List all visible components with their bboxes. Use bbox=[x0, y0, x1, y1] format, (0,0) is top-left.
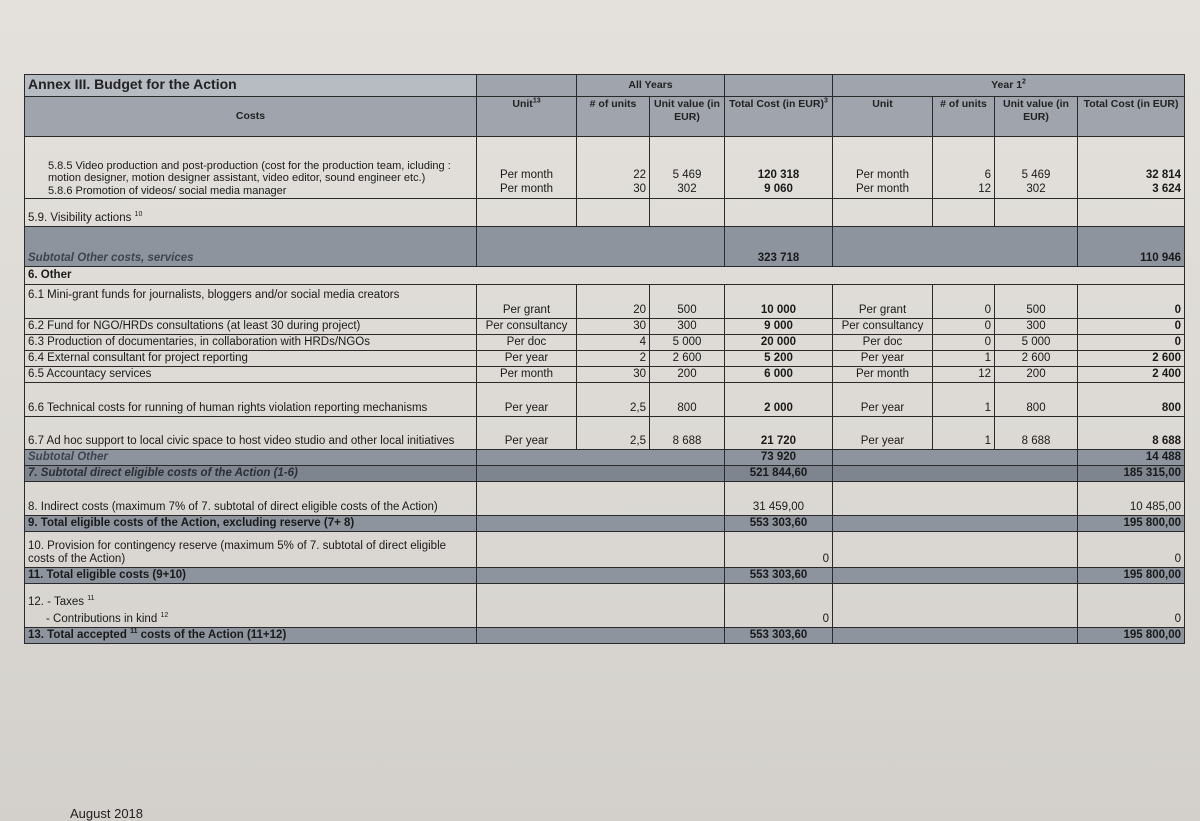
total-cost-header: Total Cost (in EUR)$^3$ bbox=[729, 97, 828, 110]
subtotal-services-total-y1: 110 946 bbox=[1140, 252, 1182, 264]
table-row bbox=[25, 335, 1185, 351]
video-unit-2: Per month bbox=[499, 183, 554, 195]
row-value: 800 bbox=[677, 402, 697, 414]
total-eligible-label: 11. Total eligible costs (9+10) bbox=[28, 569, 186, 581]
row-num: 30 bbox=[633, 320, 646, 332]
subtotal-services-row bbox=[25, 227, 1185, 267]
subtotal-direct-row bbox=[25, 466, 1185, 482]
row-value: 8 688 bbox=[672, 435, 702, 447]
row-total-y1: 800 bbox=[1161, 402, 1182, 414]
taxes-label: 12. - Taxes $^{11}$ bbox=[28, 595, 95, 608]
table-row bbox=[25, 417, 1185, 450]
row-value: 5 000 bbox=[672, 336, 702, 348]
costs-header: Costs bbox=[235, 110, 266, 122]
unit-y1-header: Unit bbox=[872, 98, 893, 110]
subtotal-services-total: 323 718 bbox=[757, 252, 800, 264]
row-num: 2 bbox=[639, 352, 646, 364]
subtotal-other-row bbox=[25, 450, 1185, 466]
row-unit: Per year bbox=[504, 402, 549, 414]
visibility-label: 5.9. Visibility actions $^{10}$ bbox=[28, 211, 143, 224]
row-value: 300 bbox=[677, 320, 697, 332]
row-unit-y1: Per year bbox=[860, 435, 905, 447]
row-unit-y1: Per year bbox=[860, 402, 905, 414]
row-num-y1: 1 bbox=[984, 402, 991, 414]
row-total-y1: 8 688 bbox=[1152, 435, 1182, 447]
video-value-y1-2: 302 bbox=[1026, 183, 1046, 195]
subtotal-direct-label: 7. Subtotal direct eligible costs of the Action (1-6) bbox=[28, 467, 298, 479]
table-row bbox=[25, 285, 1185, 319]
row-total: 6 000 bbox=[764, 368, 793, 380]
row-desc: 6.3 Production of documentaries, in collaboration with HRDs/NGOs bbox=[28, 336, 370, 348]
row-num-y1: 1 bbox=[984, 435, 991, 447]
contingency-total-y1: 0 bbox=[1174, 553, 1182, 565]
row-desc: 6.6 Technical costs for running of human rights violation reporting mechanisms bbox=[28, 402, 428, 414]
subtotal-other-label: Subtotal Other bbox=[28, 451, 108, 463]
unit-value-header: Unit value (in EUR) bbox=[654, 98, 720, 123]
row-total-y1: 0 bbox=[1174, 304, 1182, 316]
row-unit: Per grant bbox=[502, 304, 551, 316]
header-row-2 bbox=[25, 97, 1185, 137]
total-accepted-row bbox=[25, 628, 1185, 644]
row-unit-y1: Per month bbox=[855, 368, 910, 380]
video-unit-1: Per month bbox=[499, 169, 554, 181]
row-desc: 6.4 External consultant for project reporting bbox=[28, 352, 248, 364]
contributions-label: - Contributions in kind $^{12}$ bbox=[46, 612, 169, 625]
subtotal-services-label: Subtotal Other costs, services bbox=[28, 252, 194, 264]
row-value: 2 600 bbox=[672, 352, 702, 364]
table-row bbox=[25, 351, 1185, 367]
row-total: 20 000 bbox=[760, 336, 797, 348]
subtotal-other-total: 73 920 bbox=[760, 451, 797, 463]
row-total-y1: 2 600 bbox=[1152, 352, 1182, 364]
indirect-costs-total: 31 459,00 bbox=[752, 501, 805, 513]
total-eligible-excl-total: 553 303,60 bbox=[749, 517, 808, 529]
row-unit: Per year bbox=[504, 352, 549, 364]
video-unit-y1-1: Per month bbox=[855, 169, 910, 181]
video-value-2: 302 bbox=[677, 183, 697, 195]
row-value-y1: 300 bbox=[1026, 320, 1046, 332]
num-units-y1-header: # of units bbox=[940, 98, 987, 110]
visibility-row bbox=[25, 199, 1185, 227]
row-num: 2,5 bbox=[630, 435, 646, 447]
row-value: 500 bbox=[677, 304, 697, 316]
subtotal-other-total-y1: 14 488 bbox=[1145, 451, 1182, 463]
row-total: 9 000 bbox=[764, 320, 793, 332]
row-unit-y1: Per doc bbox=[862, 336, 903, 348]
row-num: 30 bbox=[633, 368, 646, 380]
table-row bbox=[25, 367, 1185, 383]
row-num-y1: 1 bbox=[984, 352, 991, 364]
total-cost-y1-header: Total Cost (in EUR) bbox=[1083, 98, 1179, 110]
video-desc-2: 5.8.6 Promotion of videos/ social media manager bbox=[48, 184, 287, 197]
contingency-total: 0 bbox=[822, 553, 829, 565]
unit-value-y1-header: Unit value (in EUR) bbox=[1003, 98, 1069, 123]
row-value: 200 bbox=[677, 368, 697, 380]
indirect-costs-label: 8. Indirect costs (maximum 7% of 7. subtotal of direct eligible costs of the Action) bbox=[28, 501, 438, 513]
unit-header: Unit$^{13}$ bbox=[512, 97, 541, 110]
row-value-y1: 800 bbox=[1026, 402, 1046, 414]
row-desc: 6.2 Fund for NGO/HRDs consultations (at least 30 during project) bbox=[28, 320, 361, 332]
other-label: 6. Other bbox=[28, 269, 72, 281]
header-row-1 bbox=[25, 75, 1185, 97]
video-total-1: 120 318 bbox=[757, 169, 800, 181]
table-row bbox=[25, 383, 1185, 417]
indirect-costs-row bbox=[25, 482, 1185, 516]
row-num: 20 bbox=[633, 304, 646, 316]
row-desc: 6.5 Accountacy services bbox=[28, 368, 152, 380]
total-eligible-excl-label: 9. Total eligible costs of the Action, excluding reserve (7+ 8) bbox=[28, 517, 355, 529]
row-total: 21 720 bbox=[760, 435, 797, 447]
row-value-y1: 500 bbox=[1026, 304, 1046, 316]
row-num: 2,5 bbox=[630, 402, 646, 414]
taxes-total-y1: 0 bbox=[1174, 613, 1182, 625]
row-unit: Per year bbox=[504, 435, 549, 447]
row-unit: Per doc bbox=[506, 336, 547, 348]
indirect-costs-total-y1: 10 485,00 bbox=[1129, 501, 1182, 513]
year1-header: Year $1^2$ bbox=[991, 78, 1026, 91]
video-row bbox=[25, 137, 1185, 199]
row-num-y1: 12 bbox=[978, 368, 991, 380]
taxes-row bbox=[25, 584, 1185, 628]
row-num-y1: 0 bbox=[984, 320, 991, 332]
row-total-y1: 0 bbox=[1174, 320, 1182, 332]
row-total: 2 000 bbox=[764, 402, 793, 414]
video-total-y1-1: 32 814 bbox=[1145, 169, 1182, 181]
num-units-header: # of units bbox=[589, 98, 637, 110]
all-years-header: All Years bbox=[628, 79, 673, 91]
video-num-1: 22 bbox=[633, 169, 646, 181]
video-total-y1-2: 3 624 bbox=[1152, 183, 1182, 195]
subtotal-direct-total-y1: 185 315,00 bbox=[1123, 467, 1182, 479]
video-desc-1: 5.8.5 Video production and post-production (cost for the production team, icluding : motion designer, motion designer assistant, video editor, sound engineer etc.) bbox=[48, 159, 451, 184]
row-unit-y1: Per consultancy bbox=[841, 320, 924, 332]
total-eligible-excl-row bbox=[25, 516, 1185, 532]
video-value-1: 5 469 bbox=[672, 169, 702, 181]
subtotal-direct-total: 521 844,60 bbox=[749, 467, 808, 479]
row-value-y1: 8 688 bbox=[1021, 435, 1051, 447]
contingency-row bbox=[25, 532, 1185, 568]
total-eligible-total: 553 303,60 bbox=[749, 569, 808, 581]
page-title: Annex III. Budget for the Action bbox=[28, 76, 237, 92]
row-total-y1: 2 400 bbox=[1152, 368, 1182, 380]
contingency-label: 10. Provision for contingency reserve (maximum 5% of 7. subtotal of direct eligible costs of the Action) bbox=[28, 540, 447, 565]
row-desc: 6.7 Ad hoc support to local civic space to host video studio and other local initiatives bbox=[28, 435, 455, 447]
row-unit-y1: Per grant bbox=[858, 304, 907, 316]
row-value-y1: 2 600 bbox=[1021, 352, 1051, 364]
row-unit: Per month bbox=[499, 368, 554, 380]
total-accepted-total: 553 303,60 bbox=[749, 629, 808, 641]
footer-date: August 2018 bbox=[70, 806, 144, 821]
row-num-y1: 0 bbox=[984, 304, 991, 316]
row-value-y1: 5 000 bbox=[1021, 336, 1051, 348]
taxes-total: 0 bbox=[822, 613, 829, 625]
total-eligible-total-y1: 195 800,00 bbox=[1123, 569, 1182, 581]
row-total-y1: 0 bbox=[1174, 336, 1182, 348]
row-total: 5 200 bbox=[764, 352, 793, 364]
total-accepted-total-y1: 195 800,00 bbox=[1123, 629, 1182, 641]
other-header-row bbox=[25, 267, 1185, 285]
video-num-2: 30 bbox=[633, 183, 646, 195]
row-num-y1: 0 bbox=[984, 336, 991, 348]
row-total: 10 000 bbox=[760, 304, 797, 316]
video-unit-y1-2: Per month bbox=[855, 183, 910, 195]
video-num-y1-2: 12 bbox=[978, 183, 991, 195]
table-row bbox=[25, 319, 1185, 335]
row-num: 4 bbox=[639, 336, 646, 348]
video-value-y1-1: 5 469 bbox=[1021, 169, 1051, 181]
total-eligible-row bbox=[25, 568, 1185, 584]
row-unit: Per consultancy bbox=[485, 320, 568, 332]
total-accepted-label: 13. Total accepted $^{11}$ costs of the Action (11+12) bbox=[28, 628, 287, 641]
budget-table bbox=[24, 74, 1185, 644]
total-eligible-excl-total-y1: 195 800,00 bbox=[1123, 517, 1182, 529]
row-value-y1: 200 bbox=[1026, 368, 1046, 380]
row-desc: 6.1 Mini-grant funds for journalists, bloggers and/or social media creators bbox=[28, 289, 400, 301]
video-total-2: 9 060 bbox=[764, 183, 793, 195]
row-unit-y1: Per year bbox=[860, 352, 905, 364]
video-num-y1-1: 6 bbox=[984, 169, 991, 181]
